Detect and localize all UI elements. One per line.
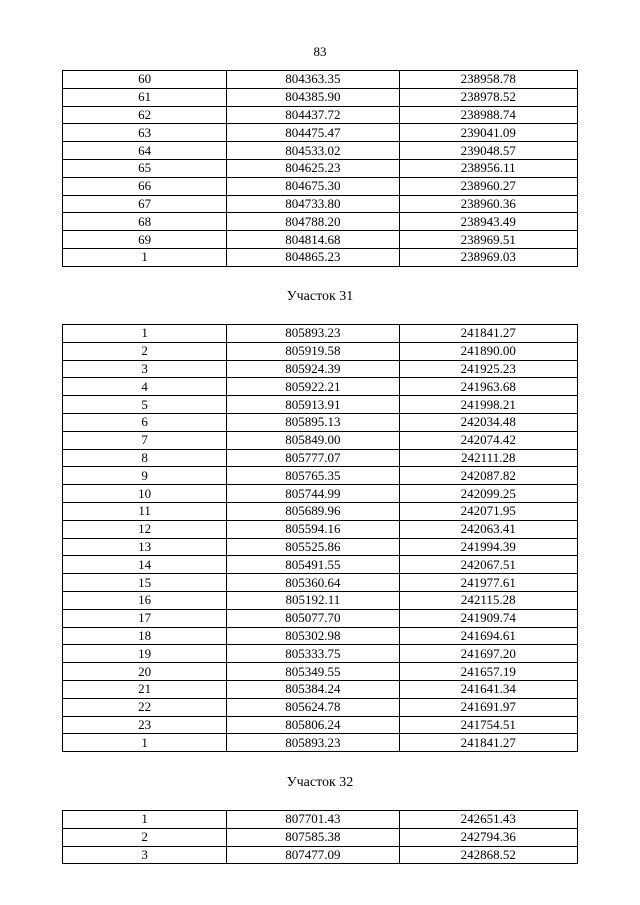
x-coordinate-cell: 804788.20 <box>227 213 399 231</box>
y-coordinate-cell: 241998.21 <box>399 396 577 414</box>
y-coordinate-cell: 242074.42 <box>399 431 577 449</box>
y-coordinate-cell: 242034.48 <box>399 413 577 431</box>
table-row <box>63 231 578 249</box>
y-coordinate-cell: 241977.61 <box>399 574 577 592</box>
x-coordinate-cell: 805893.23 <box>227 325 399 343</box>
x-coordinate-cell: 804363.35 <box>227 71 399 89</box>
table-row <box>63 396 578 414</box>
x-coordinate-cell: 805893.23 <box>227 734 399 752</box>
y-coordinate-cell: 239041.09 <box>399 124 577 142</box>
x-coordinate-cell: 805924.39 <box>227 360 399 378</box>
y-coordinate-cell: 241841.27 <box>399 325 577 343</box>
table-row <box>63 142 578 160</box>
table-row <box>63 195 578 213</box>
x-coordinate-cell: 805806.24 <box>227 716 399 734</box>
x-coordinate-cell: 805624.78 <box>227 698 399 716</box>
page-number: 83 <box>313 44 327 59</box>
point-number-cell: 2 <box>63 342 227 360</box>
x-coordinate-cell: 805849.00 <box>227 431 399 449</box>
y-coordinate-cell: 241691.97 <box>399 698 577 716</box>
y-coordinate-cell: 238988.74 <box>399 106 577 124</box>
y-coordinate-cell: 241994.39 <box>399 538 577 556</box>
table-row <box>63 360 578 378</box>
x-coordinate-cell: 805360.64 <box>227 574 399 592</box>
coordinates-table <box>62 810 578 864</box>
coordinates-table <box>62 324 578 752</box>
y-coordinate-cell: 242115.28 <box>399 591 577 609</box>
y-coordinate-cell: 242794.36 <box>399 828 577 846</box>
y-coordinate-cell: 241925.23 <box>399 360 577 378</box>
x-coordinate-cell: 805744.99 <box>227 485 399 503</box>
table-row <box>63 378 578 396</box>
y-coordinate-cell: 241754.51 <box>399 716 577 734</box>
table-row <box>63 716 578 734</box>
point-number-cell: 63 <box>63 124 227 142</box>
x-coordinate-cell: 804385.90 <box>227 88 399 106</box>
point-number-cell: 17 <box>63 609 227 627</box>
x-coordinate-cell: 805302.98 <box>227 627 399 645</box>
table-row <box>63 828 578 846</box>
table-row <box>63 431 578 449</box>
y-coordinate-cell: 241890.00 <box>399 342 577 360</box>
y-coordinate-cell: 238958.78 <box>399 71 577 89</box>
x-coordinate-cell: 804865.23 <box>227 248 399 266</box>
y-coordinate-cell: 241657.19 <box>399 663 577 681</box>
x-coordinate-cell: 805919.58 <box>227 342 399 360</box>
x-coordinate-cell: 805765.35 <box>227 467 399 485</box>
table-row <box>63 538 578 556</box>
x-coordinate-cell: 804675.30 <box>227 177 399 195</box>
point-number-cell: 5 <box>63 396 227 414</box>
table-row <box>63 502 578 520</box>
table-row <box>63 71 578 89</box>
x-coordinate-cell: 805777.07 <box>227 449 399 467</box>
table-row <box>63 556 578 574</box>
y-coordinate-cell: 242071.95 <box>399 502 577 520</box>
point-number-cell: 68 <box>63 213 227 231</box>
point-number-cell: 15 <box>63 574 227 592</box>
y-coordinate-cell: 242067.51 <box>399 556 577 574</box>
point-number-cell: 1 <box>63 248 227 266</box>
section-heading: Участок 32 <box>286 775 354 790</box>
table-row <box>63 645 578 663</box>
point-number-cell: 16 <box>63 591 227 609</box>
table-row <box>63 627 578 645</box>
x-coordinate-cell: 805333.75 <box>227 645 399 663</box>
point-number-cell: 9 <box>63 467 227 485</box>
x-coordinate-cell: 805895.13 <box>227 413 399 431</box>
table-row <box>63 485 578 503</box>
y-coordinate-cell: 242651.43 <box>399 811 577 829</box>
point-number-cell: 1 <box>63 811 227 829</box>
x-coordinate-cell: 805077.70 <box>227 609 399 627</box>
x-coordinate-cell: 807477.09 <box>227 846 399 864</box>
table-row <box>63 449 578 467</box>
point-number-cell: 19 <box>63 645 227 663</box>
point-number-cell: 64 <box>63 142 227 160</box>
point-number-cell: 6 <box>63 413 227 431</box>
table-row <box>63 248 578 266</box>
point-number-cell: 18 <box>63 627 227 645</box>
y-coordinate-cell: 238969.03 <box>399 248 577 266</box>
point-number-cell: 11 <box>63 502 227 520</box>
y-coordinate-cell: 241909.74 <box>399 609 577 627</box>
x-coordinate-cell: 804437.72 <box>227 106 399 124</box>
x-coordinate-cell: 805491.55 <box>227 556 399 574</box>
y-coordinate-cell: 242087.82 <box>399 467 577 485</box>
point-number-cell: 65 <box>63 159 227 177</box>
y-coordinate-cell: 242868.52 <box>399 846 577 864</box>
point-number-cell: 62 <box>63 106 227 124</box>
x-coordinate-cell: 805913.91 <box>227 396 399 414</box>
table-row <box>63 591 578 609</box>
point-number-cell: 69 <box>63 231 227 249</box>
point-number-cell: 60 <box>63 71 227 89</box>
point-number-cell: 4 <box>63 378 227 396</box>
table-row <box>63 177 578 195</box>
point-number-cell: 7 <box>63 431 227 449</box>
y-coordinate-cell: 238956.11 <box>399 159 577 177</box>
y-coordinate-cell: 238969.51 <box>399 231 577 249</box>
table-row <box>63 213 578 231</box>
point-number-cell: 23 <box>63 716 227 734</box>
point-number-cell: 8 <box>63 449 227 467</box>
table-row <box>63 734 578 752</box>
table-row <box>63 811 578 829</box>
y-coordinate-cell: 241641.34 <box>399 680 577 698</box>
table-row <box>63 325 578 343</box>
point-number-cell: 22 <box>63 698 227 716</box>
point-number-cell: 1 <box>63 734 227 752</box>
x-coordinate-cell: 804625.23 <box>227 159 399 177</box>
table-row <box>63 698 578 716</box>
x-coordinate-cell: 805689.96 <box>227 502 399 520</box>
section-heading: Участок 31 <box>286 289 354 304</box>
table-row <box>63 159 578 177</box>
point-number-cell: 3 <box>63 846 227 864</box>
y-coordinate-cell: 239048.57 <box>399 142 577 160</box>
point-number-cell: 12 <box>63 520 227 538</box>
y-coordinate-cell: 241697.20 <box>399 645 577 663</box>
table-row <box>63 663 578 681</box>
y-coordinate-cell: 238960.27 <box>399 177 577 195</box>
point-number-cell: 66 <box>63 177 227 195</box>
x-coordinate-cell: 805594.16 <box>227 520 399 538</box>
table-row <box>63 574 578 592</box>
y-coordinate-cell: 241841.27 <box>399 734 577 752</box>
y-coordinate-cell: 242099.25 <box>399 485 577 503</box>
point-number-cell: 14 <box>63 556 227 574</box>
table-row <box>63 88 578 106</box>
x-coordinate-cell: 807701.43 <box>227 811 399 829</box>
table-row <box>63 609 578 627</box>
table-row <box>63 342 578 360</box>
table-row <box>63 680 578 698</box>
table-row <box>63 124 578 142</box>
table-row <box>63 106 578 124</box>
y-coordinate-cell: 242111.28 <box>399 449 577 467</box>
table-row <box>63 467 578 485</box>
table-row <box>63 846 578 864</box>
table-row <box>63 413 578 431</box>
y-coordinate-cell: 241694.61 <box>399 627 577 645</box>
y-coordinate-cell: 238978.52 <box>399 88 577 106</box>
x-coordinate-cell: 804814.68 <box>227 231 399 249</box>
x-coordinate-cell: 805525.86 <box>227 538 399 556</box>
x-coordinate-cell: 807585.38 <box>227 828 399 846</box>
point-number-cell: 1 <box>63 325 227 343</box>
coordinates-table <box>62 70 578 267</box>
y-coordinate-cell: 241963.68 <box>399 378 577 396</box>
y-coordinate-cell: 238960.36 <box>399 195 577 213</box>
x-coordinate-cell: 804533.02 <box>227 142 399 160</box>
y-coordinate-cell: 238943.49 <box>399 213 577 231</box>
table-row <box>63 520 578 538</box>
x-coordinate-cell: 805192.11 <box>227 591 399 609</box>
point-number-cell: 67 <box>63 195 227 213</box>
x-coordinate-cell: 805349.55 <box>227 663 399 681</box>
x-coordinate-cell: 805384.24 <box>227 680 399 698</box>
x-coordinate-cell: 804475.47 <box>227 124 399 142</box>
point-number-cell: 61 <box>63 88 227 106</box>
point-number-cell: 10 <box>63 485 227 503</box>
point-number-cell: 2 <box>63 828 227 846</box>
x-coordinate-cell: 805922.21 <box>227 378 399 396</box>
point-number-cell: 20 <box>63 663 227 681</box>
point-number-cell: 3 <box>63 360 227 378</box>
y-coordinate-cell: 242063.41 <box>399 520 577 538</box>
x-coordinate-cell: 804733.80 <box>227 195 399 213</box>
point-number-cell: 13 <box>63 538 227 556</box>
point-number-cell: 21 <box>63 680 227 698</box>
